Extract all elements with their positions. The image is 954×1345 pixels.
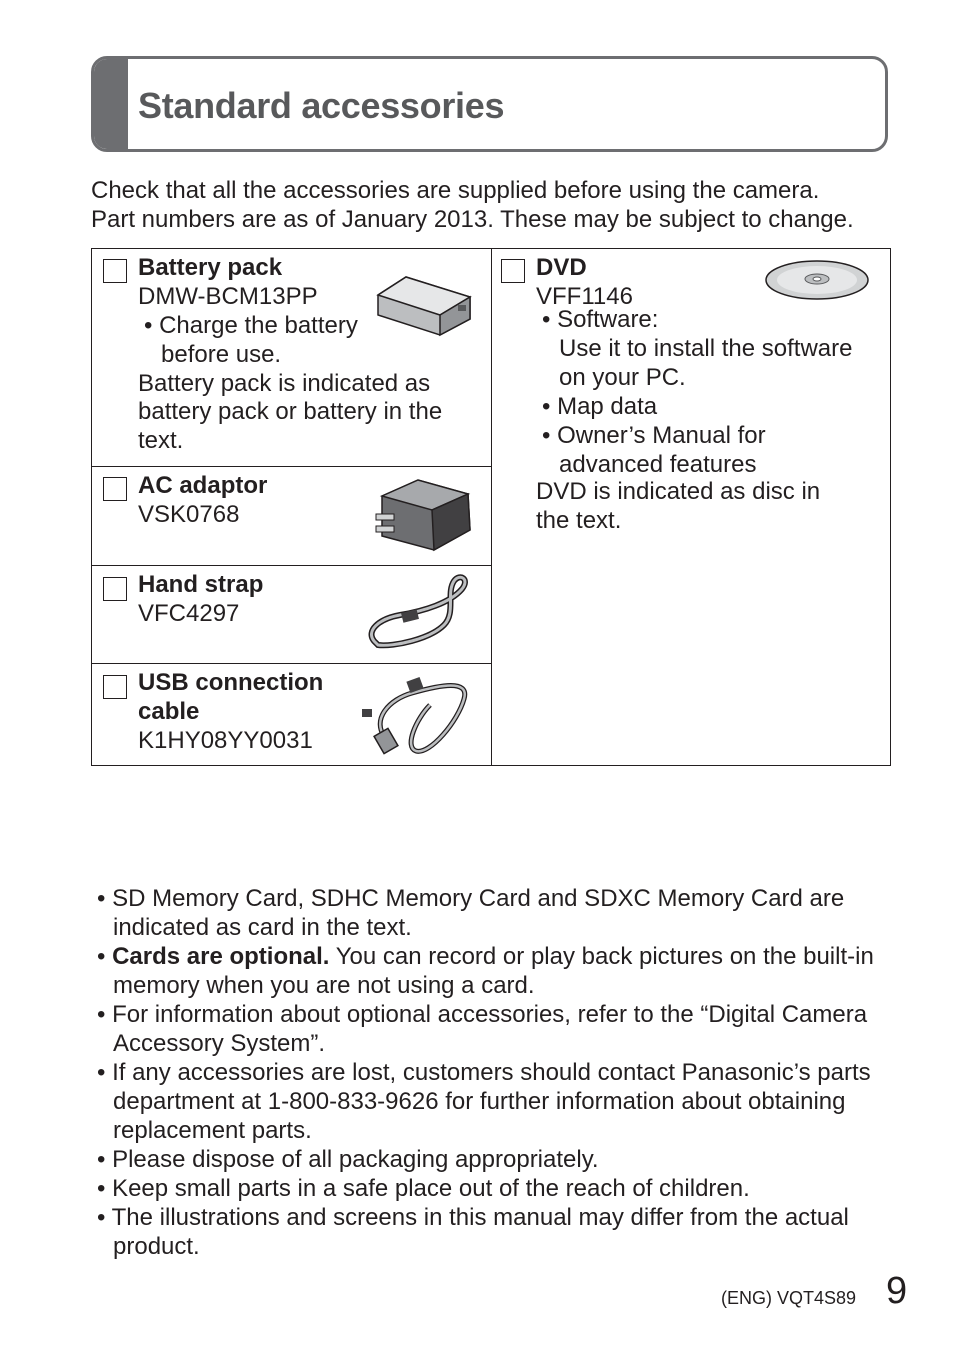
usb-cable-part-number: K1HY08YY0031 xyxy=(138,727,313,754)
dvd-software-line-3: on your PC. xyxy=(559,364,686,391)
hand-strap-image xyxy=(364,573,476,655)
dvd-part-number: VFF1146 xyxy=(536,283,633,310)
note-text: You can record or play back pictures on the built-in memory when you are not using a card. xyxy=(113,943,874,999)
note-item: • For information about optional accessories, refer to the “Digital Camera Accessory System”. xyxy=(97,1001,868,1057)
hand-strap-checkbox[interactable] xyxy=(103,577,127,601)
usb-cable-cell xyxy=(92,663,491,765)
battery-pack-desc-line-3: text. xyxy=(138,427,184,454)
dvd-bullet-software: • Software: xyxy=(542,306,659,333)
header-tab xyxy=(94,59,128,149)
dvd-bullet-map-data: • Map data xyxy=(542,393,658,420)
ac-adaptor-name: AC adaptor xyxy=(138,472,268,499)
usb-cable-name-line-2: cable xyxy=(138,698,200,725)
dvd-name: DVD xyxy=(536,254,587,281)
dvd-disc-image xyxy=(764,259,870,301)
page-title: Standard accessories xyxy=(138,85,505,126)
battery-pack-image xyxy=(374,273,474,339)
ac-adaptor-image xyxy=(372,474,478,556)
ac-adaptor-checkbox[interactable] xyxy=(103,477,127,501)
note-item: • Keep small parts in a safe place out of the reach of children. xyxy=(97,1175,750,1202)
battery-pack-desc-line-1: Battery pack is indicated as xyxy=(138,370,431,397)
battery-pack-checkbox[interactable] xyxy=(103,259,127,283)
battery-pack-part-number: DMW-BCM13PP xyxy=(138,283,318,310)
dvd-cell xyxy=(492,249,890,765)
note-item: • The illustrations and screens in this manual may differ from the actual product. xyxy=(97,1204,849,1260)
battery-pack-desc-line-2: battery pack or battery in the xyxy=(138,398,443,425)
ac-adaptor-part-number: VSK0768 xyxy=(138,501,240,528)
accessories-table xyxy=(91,248,891,766)
hand-strap-cell xyxy=(92,565,491,663)
usb-cable-checkbox[interactable] xyxy=(103,675,127,699)
note-item: • SD Memory Card, SDHC Memory Card and SDXC Memory Card are indicated as card in the text. xyxy=(97,885,845,941)
battery-pack-name: Battery pack xyxy=(138,254,283,281)
dvd-checkbox[interactable] xyxy=(501,259,525,283)
note-bold-text: Cards are optional. xyxy=(112,943,330,970)
hand-strap-part-number: VFC4297 xyxy=(138,600,240,627)
note-item: • Cards are optional. You can record or play back pictures on the built-in memory when you are not using a card. xyxy=(97,943,874,999)
note-item: • If any accessories are lost, customers should contact Panasonic’s parts department at 1-800-833-9626 for further information about obtaining replacement parts. xyxy=(97,1059,871,1144)
note-item: • Please dispose of all packaging appropriately. xyxy=(97,1146,599,1173)
page-number: 9 xyxy=(886,1270,908,1312)
intro-line-1: Check that all the accessories are supplied before using the camera. xyxy=(91,177,820,204)
dvd-desc-line-1: DVD is indicated as disc in xyxy=(536,478,821,505)
section-header xyxy=(91,56,888,152)
document-code: (ENG) VQT4S89 xyxy=(720,1288,856,1308)
battery-pack-note-line-1: • Charge the battery xyxy=(144,312,358,339)
battery-pack-note-line-2: before use. xyxy=(161,341,282,368)
intro-line-2: Part numbers are as of January 2013. These may be subject to change. xyxy=(91,206,854,233)
intro-text xyxy=(91,176,854,234)
hand-strap-name: Hand strap xyxy=(138,571,264,598)
usb-cable-image xyxy=(360,669,476,759)
dvd-manual-line-2: advanced features xyxy=(559,451,757,478)
dvd-desc-line-2: the text. xyxy=(536,507,622,534)
ac-adaptor-cell xyxy=(92,466,491,565)
dvd-bullet-manual: • Owner’s Manual for xyxy=(542,422,766,449)
notes-list xyxy=(97,884,877,1261)
usb-cable-name-line-1: USB connection xyxy=(138,669,324,696)
dvd-software-line-2: Use it to install the software xyxy=(559,335,853,362)
battery-pack-cell xyxy=(92,249,491,466)
